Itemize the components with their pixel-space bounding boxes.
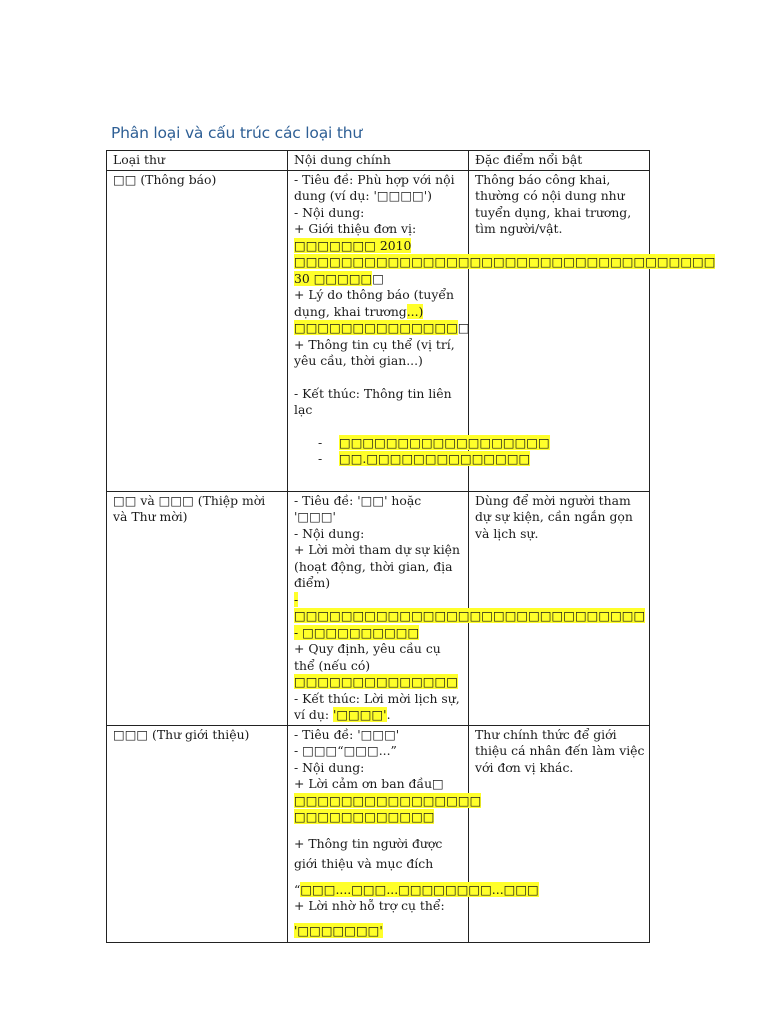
cell-features: Dùng để mời người tham dự sự kiện, cần ngắn gọn và lịch sự. [469, 491, 650, 725]
contact-bullet-list [294, 434, 550, 468]
content-reason [294, 287, 470, 337]
intro-highlight: □□□□□□□ 2010 □□□□□□□□□□□□□□□□□□□□□□□□□□□□□□□□□□□□ 30 □□□□□ [294, 237, 716, 286]
document-heading: Phân loại và cấu trúc các loại thư [111, 124, 362, 142]
cell-main-content [288, 725, 539, 942]
content-intro [294, 221, 716, 287]
content-details: + Thông tin cụ thể (vị trí, yêu cầu, thời gian...) [294, 336, 455, 368]
header-letter-type: Loại thư [107, 151, 288, 171]
end-label: - Kết thúc: Lời mời lịch sự, ví dụ: [294, 690, 460, 722]
content-quote [294, 881, 539, 899]
letter-types-table [106, 150, 716, 943]
header-features: Đặc điểm nổi bật [469, 151, 650, 171]
reason-tail: □ [457, 320, 470, 335]
content-highlight-3 [294, 674, 464, 691]
bullet-text: □□□□□□□□□□□□□□□□□□ [339, 434, 550, 450]
intro-label: + Giới thiệu đơn vị: [294, 221, 417, 236]
cell-letter-type: □□□ (Thư giới thiệu) [107, 725, 288, 942]
header-main-content: Nội dung chính [288, 151, 469, 171]
list-item: - □□.□□□□□□□□□□□□□□ [318, 451, 531, 466]
highlight-text: - □□□□□□□□□□□□□□□□□□□□□□□□□□□□□□ [294, 591, 646, 623]
table-row [107, 725, 650, 942]
content-greeting: - □□□“□□□...” [294, 743, 397, 758]
intro-tail: □ [372, 270, 384, 286]
reason-label: + Lý do thông báo (tuyển dụng, khai trương [294, 287, 454, 319]
content-end [294, 691, 464, 724]
content-body-label: - Nội dung: [294, 204, 365, 220]
content-info: + Thông tin người được giới thiệu và mục đích [294, 835, 443, 871]
table-row [107, 170, 650, 491]
end-tail: . [386, 707, 391, 722]
content-thanks-highlight [294, 792, 482, 826]
end-highlight: '□□□□' [332, 707, 387, 722]
content-title-line: - Tiêu đề: '□□' hoặc '□□□' [294, 492, 422, 524]
content-thanks-label: + Lời cảm ơn ban đầu□ [294, 776, 444, 791]
cell-features: Thông báo công khai, thường có nội dung như tuyển dụng, khai trương, tìm người/vật. [469, 170, 650, 491]
cell-letter-type: □□ (Thông báo) [107, 170, 288, 491]
table-row [107, 491, 650, 725]
content-body-label: - Nội dung: [294, 759, 365, 775]
content-highlight-2 [294, 625, 464, 642]
content-body-label: - Nội dung: [294, 525, 365, 541]
highlight-text: '□□□□□□□' [294, 922, 383, 938]
highlight-text: - □□□□□□□□□□ [294, 624, 420, 640]
highlight-text: □□□□□□□□□□□□□□□□ □□□□□□□□□□□□ [294, 792, 482, 824]
cell-letter-type: □□ và □□□ (Thiệp mời và Thư mời) [107, 491, 288, 725]
content-title-line: - Tiêu đề: Phù hợp với nội dung (ví dụ: '□□□□') [294, 171, 455, 203]
content-support: + Lời nhờ hỗ trợ cụ thể: [294, 898, 445, 913]
table-header-row [107, 151, 650, 171]
highlight-text: □□□□□□□□□□□□□□ [294, 674, 458, 689]
reason-highlight: ...) □□□□□□□□□□□□□□ [294, 303, 458, 335]
quote-lead: “ [294, 881, 301, 897]
content-rules: + Quy định, yêu cầu cụ thể (nếu có) [294, 641, 441, 673]
content-end-label: - Kết thúc: Thông tin liên lạc [294, 385, 452, 417]
quote-highlight: □□□....□□□...□□□□□□□□...□□□ [300, 881, 539, 897]
list-item: - □□□□□□□□□□□□□□□□□□ [318, 434, 550, 450]
cell-features: Thư chính thức để giới thiệu cá nhân đến làm việc với đơn vị khác. [469, 725, 650, 942]
content-highlight-1 [294, 591, 646, 625]
content-invite: + Lời mời tham dự sự kiện (hoạt động, thời gian, địa điểm) [294, 542, 460, 590]
content-support-highlight [294, 923, 464, 940]
content-title-line: - Tiêu đề: '□□□' [294, 726, 400, 742]
bullet-text: □□.□□□□□□□□□□□□□□ [339, 451, 531, 466]
